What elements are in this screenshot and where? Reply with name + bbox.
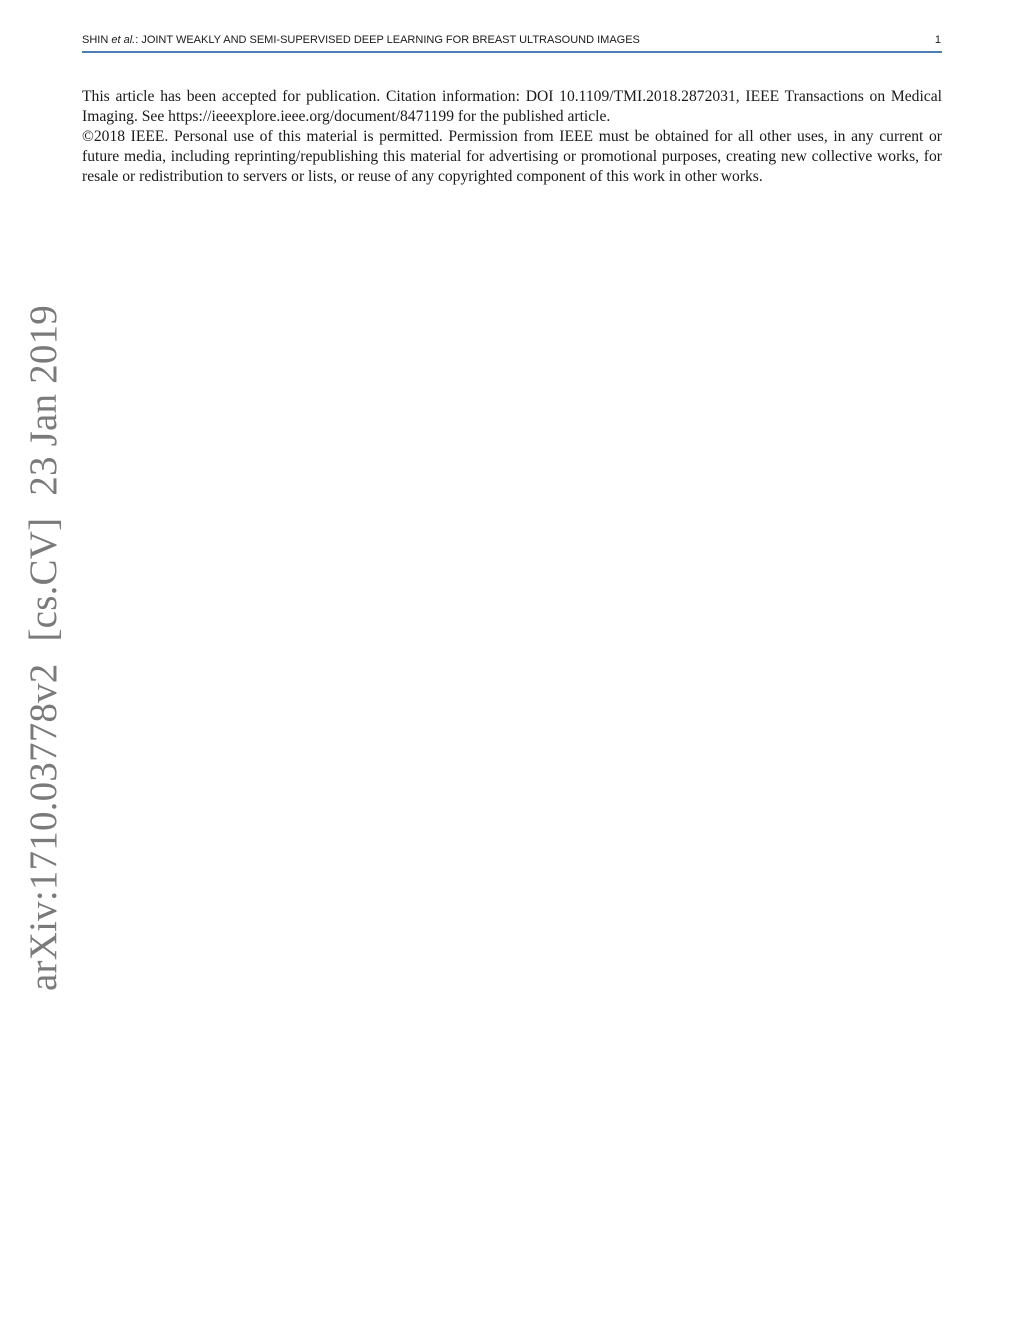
- header-title-text: : JOINT WEAKLY AND SEMI-SUPERVISED DEEP LEARNING FOR BREAST ULTRASOUND IMAGES: [135, 34, 640, 46]
- citation-paragraph: This article has been accepted for publication. Citation information: DOI 10.1109/TMI.2018.2872031, IEEE Transactions on Medical Imaging. See https://ieeexplore.ieee.org/document/8471199 for the published article.: [82, 88, 942, 125]
- arxiv-identifier: arXiv:1710.03778v2: [22, 663, 65, 991]
- header-etal: et al.: [111, 34, 136, 46]
- arxiv-date: 23 Jan 2019: [22, 305, 65, 496]
- copyright-paragraph: ©2018 IEEE. Personal use of this material is permitted. Permission from IEEE must be obtained for all other uses, in any current or future media, including reprinting/republishing this material for advertising or promotional purposes, creating new collective works, for resale or redistribution to servers or lists, or reuse of any copyrighted component of this work in other works.: [82, 128, 942, 185]
- arxiv-category: [cs.CV]: [22, 517, 65, 642]
- running-header: [82, 33, 942, 53]
- header-author: SHIN: [82, 34, 112, 46]
- header-title: [82, 33, 640, 47]
- publication-notice: [82, 87, 942, 187]
- page-number: 1: [934, 34, 941, 46]
- arxiv-stamp: [22, 305, 66, 991]
